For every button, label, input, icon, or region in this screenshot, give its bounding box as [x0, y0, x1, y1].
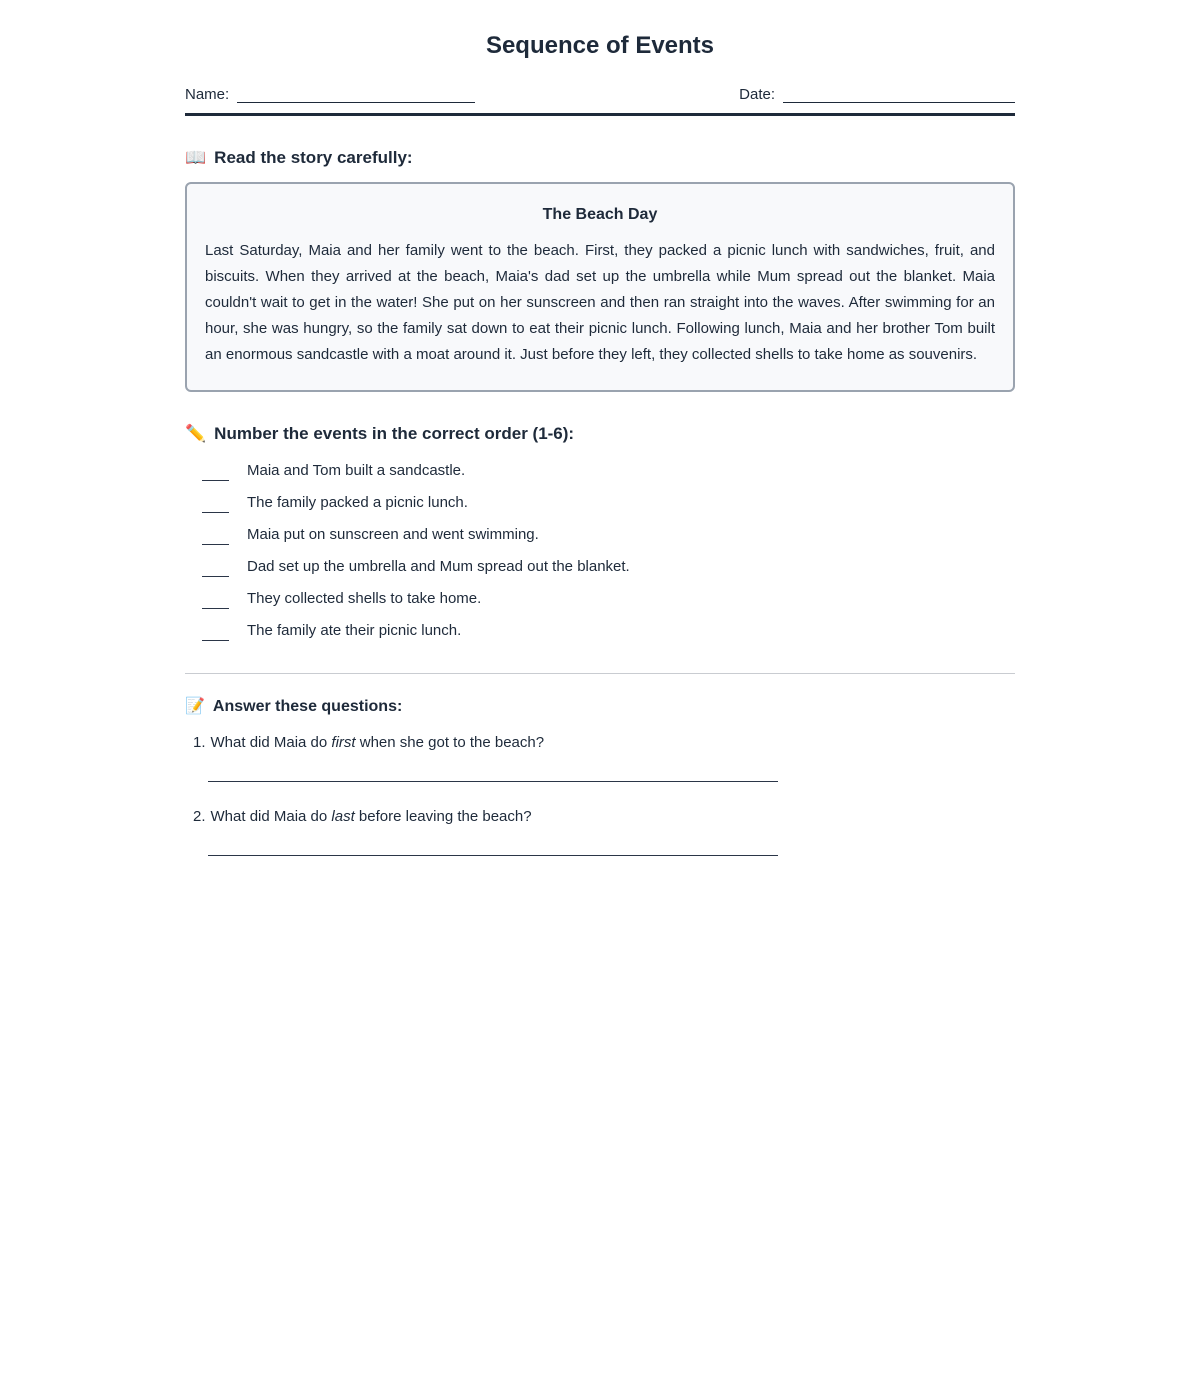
event-row — [185, 590, 1015, 609]
question-2-text-pre: What did Maia do — [210, 808, 332, 825]
event-text: The family ate their picnic lunch. — [247, 622, 462, 639]
questions-section-heading — [185, 696, 1015, 716]
name-date-row — [185, 86, 1015, 116]
story-text: Last Saturday, Maia and her family went to the beach. First, they packed a picnic lunch with sandwiches, fruit, and biscuits. When they arrived at the beach, Maia's dad set up the umbrella while Mum spread out the blanket. Maia couldn't wait to get in the water! She put on her sunscreen and then ran straight into the waves. After swimming for an hour, she was hungry, so the family sat down to eat their picnic lunch. Following lunch, Maia and her brother Tom built an enormous sandcastle with a moat around it. Just before they left, they collected shells to take home as souvenirs. — [205, 242, 995, 363]
questions-list — [185, 734, 1015, 856]
questions-section-heading-text: Answer these questions: — [212, 698, 403, 715]
event-row — [185, 622, 1015, 641]
memo-icon: 📝 — [185, 698, 205, 715]
event-number-blank — [202, 573, 229, 577]
event-text: Dad set up the umbrella and Mum spread out the blanket. — [247, 558, 630, 575]
question-2-emphasis: last — [331, 808, 355, 825]
pencil-icon: ✏️ — [185, 424, 207, 443]
story-section-heading — [185, 148, 1015, 168]
story-title: The Beach Day — [542, 206, 658, 223]
event-number-blank — [202, 605, 229, 609]
sequence-section-heading-text: Number the events in the correct order (1-6): — [214, 424, 575, 443]
question-1-number: 1. — [193, 734, 206, 751]
event-text: They collected shells to take home. — [247, 590, 482, 607]
worksheet-page — [185, 0, 1015, 856]
event-row — [185, 462, 1015, 481]
event-text: Maia and Tom built a sandcastle. — [247, 462, 466, 479]
open-book-icon: 📖 — [185, 148, 207, 167]
question-1-answer-line — [208, 781, 778, 782]
question-1-text-pre: What did Maia do — [210, 734, 332, 751]
event-text: Maia put on sunscreen and went swimming. — [247, 526, 539, 543]
name-label: Name: — [185, 86, 230, 103]
question-2 — [193, 808, 1015, 825]
events-list — [185, 462, 1015, 641]
story-card — [185, 182, 1015, 392]
date-blank-line — [783, 88, 1015, 103]
date-field — [739, 86, 1015, 103]
sequence-section-heading — [185, 424, 1015, 444]
story-section-heading-text: Read the story carefully: — [214, 148, 413, 167]
event-number-blank — [202, 637, 229, 641]
name-blank-line — [237, 88, 475, 103]
event-text: The family packed a picnic lunch. — [247, 494, 468, 511]
section-divider — [185, 673, 1015, 674]
question-1-text-post: when she got to the beach? — [355, 734, 545, 751]
event-row — [185, 558, 1015, 577]
event-number-blank — [202, 509, 229, 513]
page-title: Sequence of Events — [485, 32, 715, 59]
event-row — [185, 494, 1015, 513]
question-2-number: 2. — [193, 808, 206, 825]
question-2-text-post: before leaving the beach? — [354, 808, 532, 825]
event-row — [185, 526, 1015, 545]
question-2-answer-line — [208, 855, 778, 856]
question-1-emphasis: first — [331, 734, 356, 751]
event-number-blank — [202, 541, 229, 545]
name-field — [185, 86, 475, 103]
date-label: Date: — [739, 86, 775, 103]
question-1 — [193, 734, 1015, 751]
event-number-blank — [202, 477, 229, 481]
